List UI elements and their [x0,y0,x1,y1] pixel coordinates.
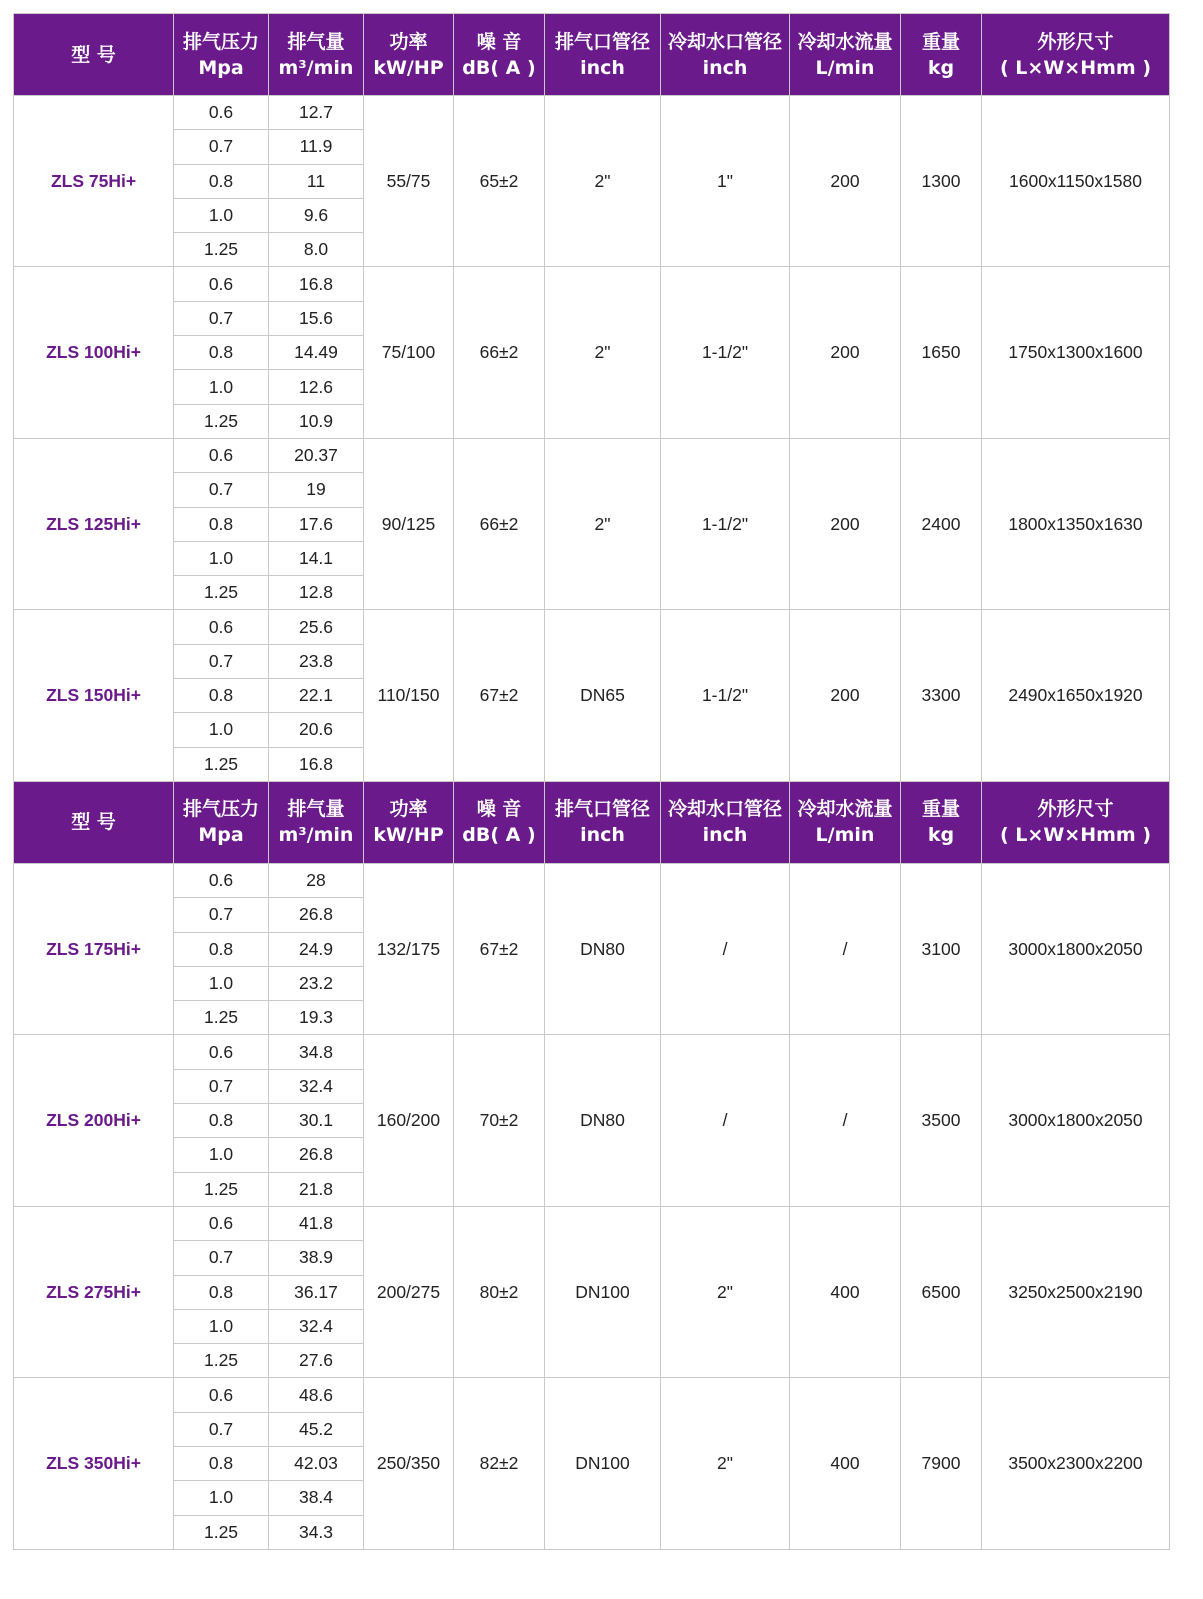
water-flow-cell: 200 [790,438,901,609]
header-pressure-line1: 排气压力 [182,798,259,821]
header-outlet [545,14,661,96]
pressure-cell: 0.8 [174,1104,269,1138]
header-model: 型 号 [14,14,174,96]
water-pipe-cell: 1" [661,96,790,267]
header-noise-line1: 噪 音 [476,798,522,821]
dimensions-cell: 3250x2500x2190 [982,1206,1170,1377]
capacity-cell: 38.9 [269,1241,364,1275]
pressure-cell: 1.0 [174,370,269,404]
water-flow-cell: 400 [790,1378,901,1549]
dimensions-cell: 1750x1300x1600 [982,267,1170,438]
capacity-cell: 12.6 [269,370,364,404]
capacity-cell: 14.1 [269,541,364,575]
capacity-cell: 8.0 [269,233,364,267]
header-power-line2: kW/HP [373,824,444,847]
dimensions-cell: 3500x2300x2200 [982,1378,1170,1549]
header-outlet-line2: inch [580,824,625,847]
water-pipe-cell: / [661,863,790,1034]
outlet-cell: 2" [545,96,661,267]
pressure-cell: 0.8 [174,336,269,370]
header-power-line2: kW/HP [373,56,444,79]
capacity-cell: 22.1 [269,679,364,713]
water-flow-cell: 400 [790,1206,901,1377]
power-cell: 160/200 [364,1035,454,1206]
header-water-flow-line1: 冷却水流量 [797,30,893,53]
header-row [14,14,1170,96]
capacity-cell: 27.6 [269,1344,364,1378]
weight-cell: 1300 [901,96,982,267]
header-outlet-line1: 排气口管径 [554,798,650,821]
capacity-cell: 48.6 [269,1378,364,1412]
header-outlet [545,781,661,863]
power-cell: 132/175 [364,863,454,1034]
header-outlet-line1: 排气口管径 [554,30,650,53]
pressure-cell: 1.25 [174,1515,269,1549]
pressure-cell: 0.7 [174,301,269,335]
noise-cell: 80±2 [454,1206,545,1377]
table-row [14,438,1170,472]
noise-cell: 66±2 [454,438,545,609]
header-pressure-line1: 排气压力 [182,30,259,53]
header-noise-line2: dB( A ) [462,824,536,847]
header-noise-line1: 噪 音 [476,30,522,53]
header-water-pipe [661,14,790,96]
capacity-cell: 16.8 [269,747,364,781]
pressure-cell: 0.7 [174,898,269,932]
header-weight [901,781,982,863]
model-name: ZLS 275Hi+ [14,1206,174,1377]
header-noise-line2: dB( A ) [462,56,536,79]
spec-table [13,13,1170,1550]
pressure-cell: 1.25 [174,576,269,610]
header-water-flow-line2: L/min [815,824,875,847]
header-water-pipe-line1: 冷却水口管径 [667,798,782,821]
pressure-cell: 1.25 [174,1172,269,1206]
capacity-cell: 24.9 [269,932,364,966]
capacity-cell: 15.6 [269,301,364,335]
water-flow-cell: 200 [790,96,901,267]
model-name: ZLS 150Hi+ [14,610,174,781]
weight-cell: 3300 [901,610,982,781]
pressure-cell: 1.0 [174,713,269,747]
capacity-cell: 38.4 [269,1481,364,1515]
header-power-line1: 功率 [389,30,428,53]
outlet-cell: DN100 [545,1206,661,1377]
table-row [14,267,1170,301]
model-name: ZLS 350Hi+ [14,1378,174,1549]
weight-cell: 7900 [901,1378,982,1549]
pressure-cell: 1.25 [174,233,269,267]
capacity-cell: 45.2 [269,1412,364,1446]
pressure-cell: 0.8 [174,679,269,713]
capacity-cell: 11.9 [269,130,364,164]
header-dimensions-line1: 外形尺寸 [1037,798,1114,821]
header-outlet-line2: inch [580,56,625,79]
table-row [14,1035,1170,1069]
pressure-cell: 1.0 [174,1481,269,1515]
water-flow-cell: 200 [790,610,901,781]
water-pipe-cell: / [661,1035,790,1206]
header-dimensions-line2: ( L×W×Hmm ) [1000,824,1151,847]
capacity-cell: 34.3 [269,1515,364,1549]
noise-cell: 67±2 [454,610,545,781]
weight-cell: 6500 [901,1206,982,1377]
pressure-cell: 1.25 [174,747,269,781]
noise-cell: 82±2 [454,1378,545,1549]
pressure-cell: 0.8 [174,1275,269,1309]
power-cell: 90/125 [364,438,454,609]
header-pressure-line2: Mpa [198,824,244,847]
outlet-cell: 2" [545,438,661,609]
pressure-cell: 1.0 [174,966,269,1000]
water-pipe-cell: 1-1/2" [661,610,790,781]
header-pressure-line2: Mpa [198,56,244,79]
pressure-cell: 0.6 [174,610,269,644]
water-pipe-cell: 1-1/2" [661,267,790,438]
header-weight-line1: 重量 [921,30,960,53]
header-weight-line2: kg [927,56,955,79]
water-flow-cell: / [790,1035,901,1206]
capacity-cell: 17.6 [269,507,364,541]
model-name: ZLS 100Hi+ [14,267,174,438]
table-row [14,1378,1170,1412]
dimensions-cell: 1800x1350x1630 [982,438,1170,609]
pressure-cell: 0.7 [174,130,269,164]
capacity-cell: 12.7 [269,96,364,130]
pressure-cell: 1.0 [174,1309,269,1343]
header-water-pipe-line2: inch [702,824,748,847]
capacity-cell: 32.4 [269,1069,364,1103]
water-pipe-cell: 2" [661,1378,790,1549]
pressure-cell: 0.8 [174,932,269,966]
header-water-flow [790,14,901,96]
outlet-cell: DN80 [545,863,661,1034]
capacity-cell: 10.9 [269,404,364,438]
model-name: ZLS 125Hi+ [14,438,174,609]
header-power [364,14,454,96]
table-row [14,610,1170,644]
header-water-flow-line1: 冷却水流量 [797,798,893,821]
header-pressure [174,781,269,863]
noise-cell: 65±2 [454,96,545,267]
pressure-cell: 0.7 [174,1241,269,1275]
header-dimensions [982,14,1170,96]
table-row [14,96,1170,130]
table-row [14,1206,1170,1240]
weight-cell: 2400 [901,438,982,609]
capacity-cell: 41.8 [269,1206,364,1240]
pressure-cell: 1.0 [174,1138,269,1172]
pressure-cell: 0.8 [174,164,269,198]
header-capacity-line2: m³/min [278,824,354,847]
header-water-pipe-line2: inch [702,56,748,79]
header-capacity-line1: 排气量 [287,798,345,821]
capacity-cell: 14.49 [269,336,364,370]
outlet-cell: DN100 [545,1378,661,1549]
power-cell: 200/275 [364,1206,454,1377]
capacity-cell: 32.4 [269,1309,364,1343]
pressure-cell: 0.6 [174,1206,269,1240]
dimensions-cell: 3000x1800x2050 [982,863,1170,1034]
model-name: ZLS 175Hi+ [14,863,174,1034]
outlet-cell: 2" [545,267,661,438]
pressure-cell: 1.25 [174,404,269,438]
weight-cell: 3500 [901,1035,982,1206]
weight-cell: 3100 [901,863,982,1034]
header-capacity-line2: m³/min [278,56,354,79]
header-water-flow [790,781,901,863]
header-water-pipe-line1: 冷却水口管径 [667,30,782,53]
header-power [364,781,454,863]
dimensions-cell: 3000x1800x2050 [982,1035,1170,1206]
power-cell: 110/150 [364,610,454,781]
capacity-cell: 12.8 [269,576,364,610]
pressure-cell: 0.7 [174,1069,269,1103]
capacity-cell: 20.6 [269,713,364,747]
capacity-cell: 21.8 [269,1172,364,1206]
pressure-cell: 0.6 [174,863,269,897]
capacity-cell: 34.8 [269,1035,364,1069]
pressure-cell: 0.7 [174,1412,269,1446]
capacity-cell: 16.8 [269,267,364,301]
header-weight-line2: kg [927,824,955,847]
water-flow-cell: / [790,863,901,1034]
header-row [14,781,1170,863]
pressure-cell: 0.6 [174,1035,269,1069]
pressure-cell: 1.0 [174,541,269,575]
power-cell: 55/75 [364,96,454,267]
header-capacity-line1: 排气量 [287,30,345,53]
table-row [14,863,1170,897]
pressure-cell: 0.7 [174,644,269,678]
spec-table-body [14,14,1170,1550]
pressure-cell: 1.0 [174,198,269,232]
header-dimensions-line1: 外形尺寸 [1037,30,1114,53]
capacity-cell: 25.6 [269,610,364,644]
capacity-cell: 28 [269,863,364,897]
noise-cell: 67±2 [454,863,545,1034]
header-capacity [269,14,364,96]
power-cell: 75/100 [364,267,454,438]
outlet-cell: DN65 [545,610,661,781]
capacity-cell: 19.3 [269,1001,364,1035]
capacity-cell: 20.37 [269,438,364,472]
header-pressure [174,14,269,96]
dimensions-cell: 1600x1150x1580 [982,96,1170,267]
outlet-cell: DN80 [545,1035,661,1206]
capacity-cell: 42.03 [269,1446,364,1480]
capacity-cell: 9.6 [269,198,364,232]
pressure-cell: 0.6 [174,1378,269,1412]
model-name: ZLS 75Hi+ [14,96,174,267]
header-power-line1: 功率 [389,798,428,821]
water-pipe-cell: 1-1/2" [661,438,790,609]
capacity-cell: 26.8 [269,898,364,932]
pressure-cell: 0.6 [174,96,269,130]
water-pipe-cell: 2" [661,1206,790,1377]
pressure-cell: 0.8 [174,1446,269,1480]
pressure-cell: 0.7 [174,473,269,507]
header-weight-line1: 重量 [921,798,960,821]
noise-cell: 70±2 [454,1035,545,1206]
water-flow-cell: 200 [790,267,901,438]
pressure-cell: 0.6 [174,438,269,472]
pressure-cell: 0.8 [174,507,269,541]
weight-cell: 1650 [901,267,982,438]
header-model: 型 号 [14,781,174,863]
dimensions-cell: 2490x1650x1920 [982,610,1170,781]
header-dimensions [982,781,1170,863]
noise-cell: 66±2 [454,267,545,438]
capacity-cell: 23.8 [269,644,364,678]
pressure-cell: 1.25 [174,1344,269,1378]
pressure-cell: 0.6 [174,267,269,301]
header-water-flow-line2: L/min [815,56,875,79]
header-weight [901,14,982,96]
header-capacity [269,781,364,863]
capacity-cell: 23.2 [269,966,364,1000]
header-noise [454,781,545,863]
header-dimensions-line2: ( L×W×Hmm ) [1000,56,1151,79]
pressure-cell: 1.25 [174,1001,269,1035]
model-name: ZLS 200Hi+ [14,1035,174,1206]
power-cell: 250/350 [364,1378,454,1549]
capacity-cell: 11 [269,164,364,198]
capacity-cell: 36.17 [269,1275,364,1309]
header-water-pipe [661,781,790,863]
capacity-cell: 30.1 [269,1104,364,1138]
capacity-cell: 19 [269,473,364,507]
capacity-cell: 26.8 [269,1138,364,1172]
header-noise [454,14,545,96]
